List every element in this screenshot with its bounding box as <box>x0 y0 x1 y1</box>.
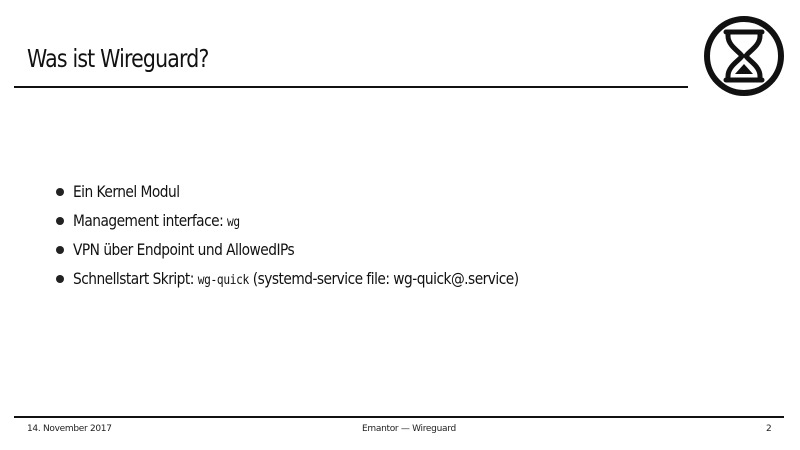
title-divider <box>14 86 688 88</box>
bullet-text: VPN über Endpoint und AllowedIPs <box>73 240 295 259</box>
bullet-dot-icon <box>56 188 64 196</box>
page-number: 2 <box>766 424 772 434</box>
inline-code: wg <box>227 215 240 230</box>
bullet-dot-icon <box>56 246 64 254</box>
footer-author-title: Emantor — Wireguard <box>362 424 456 434</box>
bullet-dot-icon <box>56 275 64 283</box>
bullet-dot-icon <box>56 217 64 225</box>
footer-divider <box>14 416 784 418</box>
bullet-suffix: (systemd-service file: wg-quick@.service) <box>248 269 519 288</box>
bullet-text: Ein Kernel Modul <box>73 182 180 201</box>
bullet-text: Schnellstart Skript: <box>73 269 198 288</box>
footer-date: 14. November 2017 <box>27 424 112 434</box>
inline-code: wg-quick <box>197 273 249 288</box>
hourglass-circle-icon <box>702 14 786 98</box>
bullet-text: Management interface: <box>73 211 228 230</box>
slide-title: Was ist Wireguard? <box>27 44 209 73</box>
